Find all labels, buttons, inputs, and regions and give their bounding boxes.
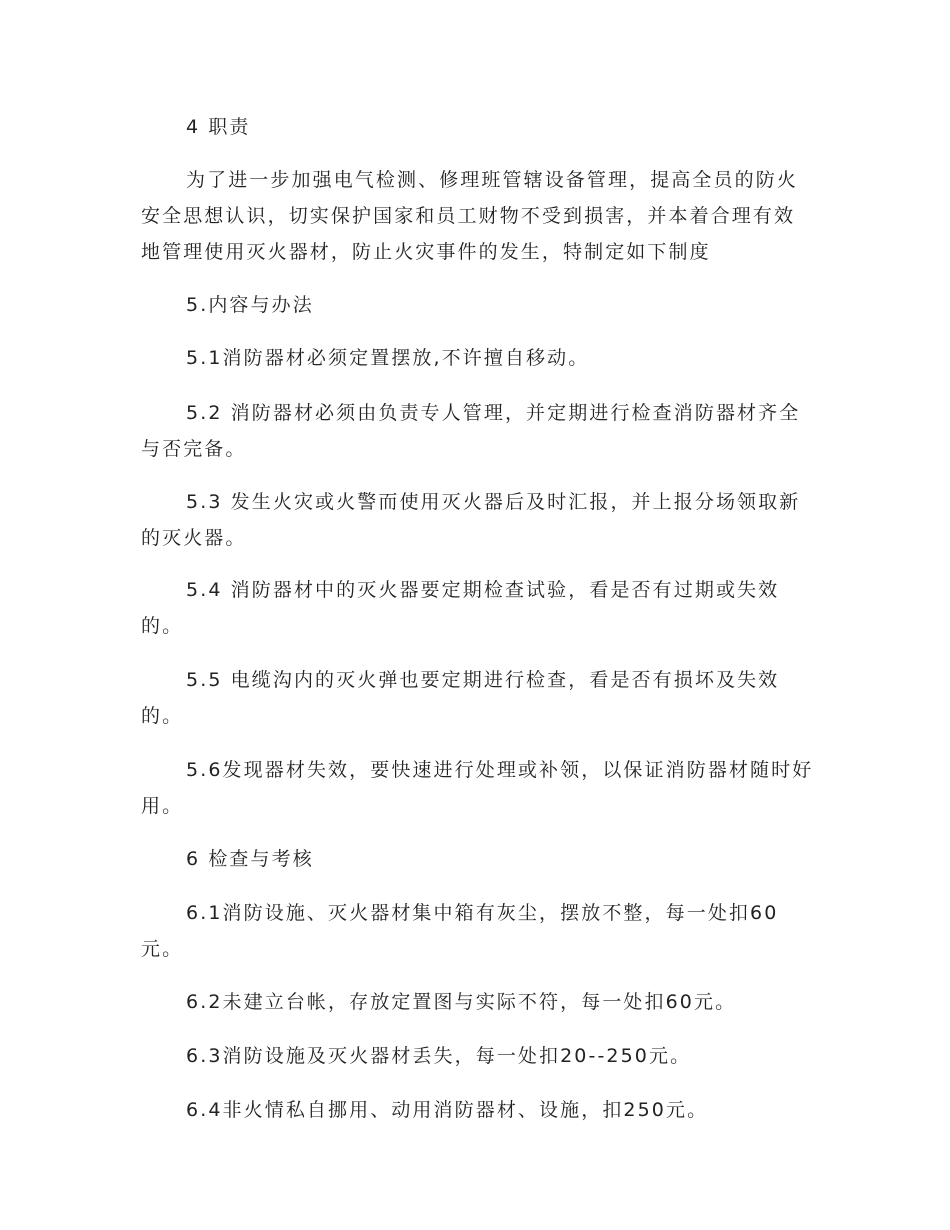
paragraph-6-1: 6.1消防设施、灭火器材集中箱有灰尘，摆放不整，每一处扣60元。 bbox=[141, 902, 779, 960]
paragraph-5-5: 5.5 电缆沟内的灭火弹也要定期进行检查，看是否有损坏及失效的。 bbox=[141, 669, 780, 727]
heading-content-methods: 5.内容与办法 bbox=[186, 294, 314, 316]
paragraph-5-6: 5.6发现器材失效，要快速进行处理或补领，以保证消防器材随时好用。 bbox=[141, 759, 814, 817]
paragraph-5-4: 5.4 消防器材中的灭火器要定期检查试验，看是否有过期或失效的。 bbox=[141, 579, 780, 637]
heading-responsibilities: 4 职责 bbox=[186, 116, 251, 138]
paragraph-5-1: 5.1消防器材必须定置摆放,不许擅自移动。 bbox=[186, 347, 590, 369]
paragraph-5-3: 5.3 发生火灾或火警而使用灭火器后及时汇报，并上报分场领取新的灭火器。 bbox=[141, 491, 801, 549]
paragraph-6-4: 6.4非火情私自挪用、动用消防器材、设施，扣250元。 bbox=[186, 1099, 709, 1121]
heading-inspection-assessment: 6 检查与考核 bbox=[186, 848, 314, 870]
paragraph-6-3: 6.3消防设施及灭火器材丢失，每一处扣20--250元。 bbox=[186, 1045, 692, 1067]
paragraph-6-2: 6.2未建立台帐，存放定置图与实际不符，每一处扣60元。 bbox=[186, 991, 737, 1013]
paragraph-purpose: 为了进一步加强电气检测、修理班管辖设备管理，提高全员的防火安全思想认识，切实保护国家和员工财物不受到损害，并本着合理有效地管理使用灭火器材，防止火灾事件的发生，特制定如下制度 bbox=[141, 169, 798, 263]
paragraph-5-2: 5.2 消防器材必须由负责专人管理，并定期进行检查消防器材齐全与否完备。 bbox=[141, 402, 801, 460]
